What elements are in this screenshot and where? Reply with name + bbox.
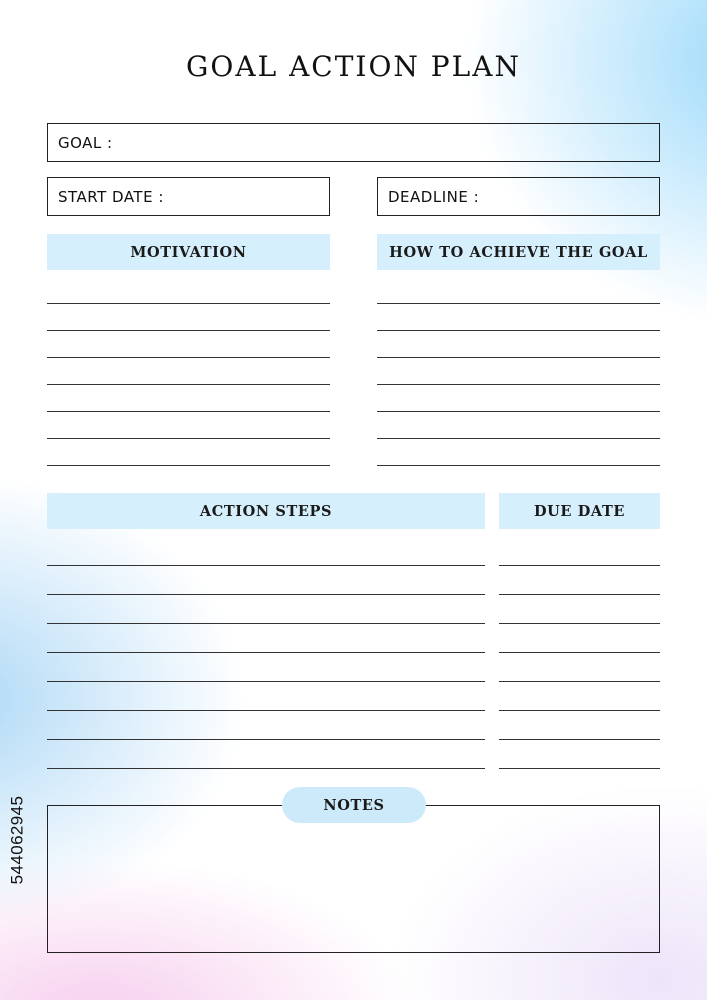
writing-line[interactable] (377, 303, 660, 304)
writing-line[interactable] (499, 739, 660, 740)
writing-line[interactable] (377, 357, 660, 358)
writing-line[interactable] (499, 565, 660, 566)
writing-line[interactable] (47, 739, 485, 740)
writing-line[interactable] (377, 465, 660, 466)
writing-line[interactable] (47, 465, 330, 466)
writing-line[interactable] (47, 768, 485, 769)
writing-line[interactable] (499, 768, 660, 769)
notes-header: NOTES (282, 787, 426, 823)
writing-line[interactable] (47, 623, 485, 624)
due-date-header: DUE DATE (499, 493, 660, 529)
writing-line[interactable] (47, 438, 330, 439)
writing-line[interactable] (47, 330, 330, 331)
writing-line[interactable] (47, 411, 330, 412)
goal-label: GOAL : (58, 133, 113, 152)
writing-line[interactable] (499, 710, 660, 711)
writing-line[interactable] (377, 438, 660, 439)
writing-line[interactable] (499, 623, 660, 624)
deadline-field[interactable] (377, 177, 660, 216)
writing-line[interactable] (47, 384, 330, 385)
deadline-label: DEADLINE : (388, 187, 480, 206)
action-steps-header: ACTION STEPS (47, 493, 485, 529)
start-date-field[interactable] (47, 177, 330, 216)
writing-line[interactable] (499, 652, 660, 653)
writing-line[interactable] (377, 411, 660, 412)
writing-line[interactable] (47, 594, 485, 595)
writing-line[interactable] (377, 384, 660, 385)
writing-line[interactable] (47, 303, 330, 304)
goal-field[interactable] (47, 123, 660, 162)
writing-line[interactable] (377, 330, 660, 331)
notes-box[interactable] (47, 805, 660, 953)
writing-line[interactable] (499, 594, 660, 595)
writing-line[interactable] (47, 710, 485, 711)
writing-line[interactable] (47, 565, 485, 566)
writing-line[interactable] (499, 681, 660, 682)
page-title: GOAL ACTION PLAN (186, 50, 521, 83)
start-date-label: START DATE : (58, 187, 164, 206)
writing-line[interactable] (47, 681, 485, 682)
motivation-header: MOTIVATION (47, 234, 330, 270)
stock-id-text: 544062945 (7, 795, 27, 885)
how-to-achieve-header: HOW TO ACHIEVE THE GOAL (377, 234, 660, 270)
writing-line[interactable] (47, 357, 330, 358)
stock-id (6, 760, 28, 920)
writing-line[interactable] (47, 652, 485, 653)
